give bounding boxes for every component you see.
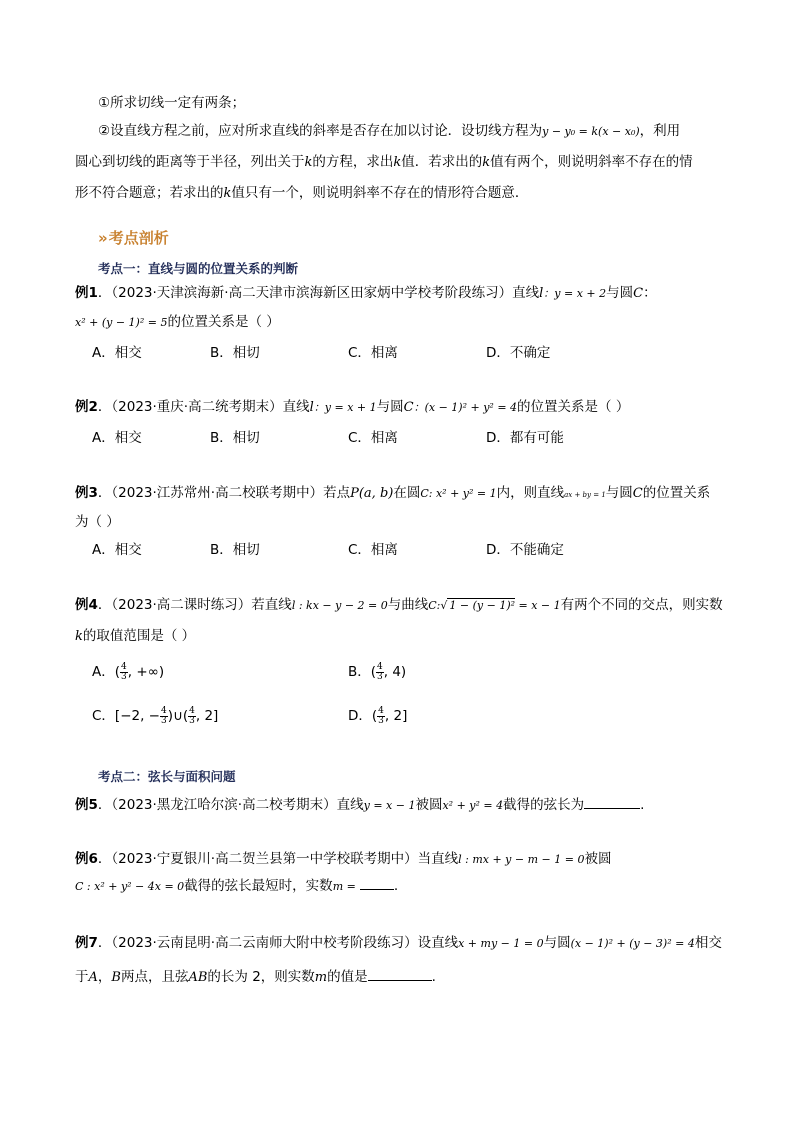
example-text: 有两个不同的交点，则实数 bbox=[560, 597, 723, 613]
example-text: 的位置关系是（ ） bbox=[517, 399, 630, 415]
example-7-line-1 bbox=[75, 933, 722, 954]
answer-blank[interactable] bbox=[360, 889, 394, 890]
line-equation: x + my − 1 = 0 bbox=[458, 937, 544, 950]
tangent-equation: y − y₀ = k(x − x₀) bbox=[542, 125, 640, 138]
option-a: A．相交 bbox=[92, 542, 142, 558]
numerator: 4 bbox=[189, 705, 195, 716]
intro-text: 形不符合题意；若求出的 bbox=[75, 185, 224, 201]
example-number: 例1 bbox=[75, 285, 98, 301]
example-text: 内，则直线 bbox=[496, 485, 565, 501]
denominator: 3 bbox=[161, 715, 167, 726]
example-5-line-1 bbox=[75, 795, 644, 816]
example-source: ．（2023·黑龙江哈尔滨·高二校考期末）直线 bbox=[97, 797, 364, 813]
example-text: 的位置关系 bbox=[642, 485, 711, 501]
example-text: 与圆 bbox=[376, 399, 404, 415]
example-source: ．（2023·高二课时练习）若直线 bbox=[97, 597, 292, 613]
double-chevron-icon: » bbox=[98, 229, 105, 247]
example-text: 于 bbox=[75, 969, 89, 985]
option-d: D．都有可能 bbox=[486, 430, 564, 446]
option-b: B．相切 bbox=[210, 542, 260, 558]
intro-text: 值有两个，则说明斜率不存在的情 bbox=[490, 154, 693, 170]
answer-blank[interactable] bbox=[584, 808, 640, 809]
intro-line-4 bbox=[75, 183, 528, 204]
option-suffix: , 2] bbox=[195, 708, 219, 724]
section-title-1: 考点一：直线与圆的位置关系的判断 bbox=[98, 261, 299, 276]
line-equation: l : mx + y − m − 1 = 0 bbox=[458, 853, 585, 866]
example-number: 例5 bbox=[75, 797, 98, 813]
line-equation: ：y = x + 2 bbox=[543, 287, 607, 300]
var-k: k bbox=[304, 155, 313, 170]
line-equation: y = x − 1 bbox=[363, 799, 416, 812]
radicand: 1 − (y − 1)² bbox=[449, 599, 516, 612]
line-equation: ：y = x + 1 bbox=[313, 401, 377, 414]
circle-equation: x² + y² = 4 bbox=[442, 799, 504, 812]
intro-text: 值只有一个，则说明斜率不存在的情形符合题意． bbox=[231, 185, 529, 201]
example-text: 截得的弦长最短时，实数 bbox=[184, 878, 333, 894]
option-suffix: , 4) bbox=[383, 664, 407, 680]
option-prefix: A．( bbox=[92, 664, 121, 680]
numerator: 4 bbox=[378, 705, 384, 716]
option-prefix: C．[−2, − bbox=[92, 708, 160, 724]
option-c: C．相离 bbox=[348, 430, 398, 446]
example-text: ： bbox=[643, 285, 657, 301]
intro-line-1: ①所求切线一定有两条； bbox=[98, 95, 246, 111]
option-b bbox=[348, 662, 406, 682]
curve-name: C: bbox=[428, 599, 441, 612]
denominator: 3 bbox=[378, 715, 384, 726]
var-m: m bbox=[314, 970, 328, 985]
var-k: k bbox=[482, 155, 491, 170]
intro-text: 的方程，求出 bbox=[312, 154, 394, 170]
intro-line-2 bbox=[98, 121, 680, 142]
intro-text: ②设直线方程之前，应对所求直线的斜率是否存在加以讨论．设切线方程为 bbox=[98, 123, 543, 139]
numerator: 4 bbox=[377, 661, 383, 672]
option-a bbox=[92, 662, 164, 682]
intro-text: ，利用 bbox=[639, 123, 681, 139]
example-text: 的取值范围是（ ） bbox=[82, 628, 196, 644]
line-equation: l : kx − y − 2 = 0 bbox=[291, 599, 388, 612]
option-union: )∪( bbox=[167, 708, 189, 724]
option-suffix: , +∞) bbox=[127, 664, 165, 680]
var-k: k bbox=[223, 186, 232, 201]
example-text: 的长为 2，则实数 bbox=[207, 969, 315, 985]
var-k: k bbox=[393, 155, 402, 170]
example-source: ．（2023·江苏常州·高二校联考期中）若点 bbox=[97, 485, 351, 501]
circle-equation: x² + (y − 1)² = 5 bbox=[75, 316, 168, 329]
numerator: 4 bbox=[161, 705, 167, 716]
intro-text: 值．若求出的 bbox=[401, 154, 483, 170]
example-source: ．（2023·云南昆明·高二云南师大附中校考阶段练习）设直线 bbox=[97, 935, 459, 951]
example-text: 两点，且弦 bbox=[120, 969, 189, 985]
example-number: 例3 bbox=[75, 485, 98, 501]
example-text: 与曲线 bbox=[387, 597, 429, 613]
example-4-line-1 bbox=[75, 595, 723, 616]
example-source: ．（2023·天津滨海新·高二天津市滨海新区田家炳中学校考阶段练习）直线 bbox=[97, 285, 540, 301]
circle-equation: (x − 1)² + (y − 3)² = 4 bbox=[570, 937, 695, 950]
point-b: B bbox=[111, 970, 121, 985]
section-heading bbox=[98, 227, 169, 248]
example-source: ．（2023·宁夏银川·高二贺兰县第一中学校联考期中）当直线 bbox=[97, 851, 459, 867]
fraction bbox=[377, 707, 385, 726]
var-c: C bbox=[633, 286, 644, 301]
chord-ab: AB bbox=[188, 970, 208, 985]
example-text: 被圆 bbox=[415, 797, 443, 813]
denominator: 3 bbox=[189, 715, 195, 726]
example-text: 的位置关系是（ ） bbox=[167, 314, 280, 330]
intro-text: 圆心到切线的距离等于半径，列出关于 bbox=[75, 154, 305, 170]
circle-equation: C: x² + y² = 1 bbox=[420, 487, 497, 500]
option-b: B．相切 bbox=[210, 345, 260, 361]
example-text: 与圆 bbox=[605, 485, 633, 501]
point-a: A bbox=[88, 970, 98, 985]
example-number: 例4 bbox=[75, 597, 98, 613]
denominator: 3 bbox=[121, 671, 127, 682]
example-1-line-1 bbox=[75, 283, 657, 304]
option-d: D．不确定 bbox=[486, 345, 551, 361]
curve-rhs: = x − 1 bbox=[515, 599, 561, 612]
example-text: . bbox=[640, 797, 645, 813]
example-text: . bbox=[393, 878, 399, 894]
option-c: C．相离 bbox=[348, 345, 398, 361]
fraction bbox=[376, 663, 384, 682]
example-text: 截得的弦长为 bbox=[503, 797, 585, 813]
var-l: l bbox=[539, 286, 544, 301]
option-prefix: B．( bbox=[348, 664, 377, 680]
option-c: C．相离 bbox=[348, 542, 398, 558]
example-text: 在圆 bbox=[393, 485, 421, 501]
line-equation: ax + by = 1 bbox=[564, 491, 606, 499]
example-text: . bbox=[431, 969, 436, 985]
var-c: C bbox=[632, 486, 643, 501]
curve-equation: C:√ 1 − (y − 1)² = x − 1 bbox=[428, 599, 561, 612]
circle-equation: C : x² + y² − 4x = 0 bbox=[75, 880, 185, 893]
example-text: ， bbox=[97, 969, 112, 985]
example-4-line-2 bbox=[75, 626, 195, 647]
example-number: 例6 bbox=[75, 851, 98, 867]
example-text: 相交 bbox=[694, 935, 722, 951]
fraction bbox=[120, 663, 128, 682]
example-1-line-2 bbox=[75, 312, 280, 333]
answer-blank[interactable] bbox=[368, 980, 432, 981]
example-6-line-1 bbox=[75, 849, 611, 870]
option-a: A．相交 bbox=[92, 430, 142, 446]
example-2-line-1 bbox=[75, 397, 629, 418]
var-m: m = bbox=[332, 880, 356, 893]
option-suffix: , 2] bbox=[384, 708, 408, 724]
example-text: 被圆 bbox=[584, 851, 612, 867]
option-d bbox=[348, 706, 407, 726]
var-c: C bbox=[403, 400, 414, 415]
intro-line-3 bbox=[75, 152, 693, 173]
option-d: D．不能确定 bbox=[486, 542, 564, 558]
option-prefix: D．( bbox=[348, 708, 378, 724]
fraction bbox=[188, 707, 196, 726]
fraction bbox=[160, 707, 168, 726]
example-text: 与圆 bbox=[543, 935, 571, 951]
heading-label: 考点剖析 bbox=[108, 229, 169, 247]
numerator: 4 bbox=[121, 661, 127, 672]
point-p: P(a, b) bbox=[350, 486, 394, 501]
option-c bbox=[92, 706, 218, 726]
example-text: 与圆 bbox=[606, 285, 634, 301]
var-k: k bbox=[75, 629, 83, 644]
denominator: 3 bbox=[377, 671, 383, 682]
example-7-line-2 bbox=[75, 967, 436, 988]
option-a: A．相交 bbox=[92, 345, 142, 361]
example-number: 例7 bbox=[75, 935, 98, 951]
example-3-line-2: 为（ ） bbox=[75, 514, 120, 530]
section-title-2: 考点二：弦长与面积问题 bbox=[98, 769, 236, 784]
circle-equation: ：(x − 1)² + y² = 4 bbox=[413, 401, 518, 414]
example-3-line-1 bbox=[75, 483, 710, 505]
var-l: l bbox=[309, 400, 314, 415]
example-6-line-2 bbox=[75, 876, 398, 897]
example-source: ．（2023·重庆·高二统考期末）直线 bbox=[97, 399, 310, 415]
option-b: B．相切 bbox=[210, 430, 260, 446]
example-number: 例2 bbox=[75, 399, 98, 415]
example-text: 的值是 bbox=[327, 969, 368, 985]
